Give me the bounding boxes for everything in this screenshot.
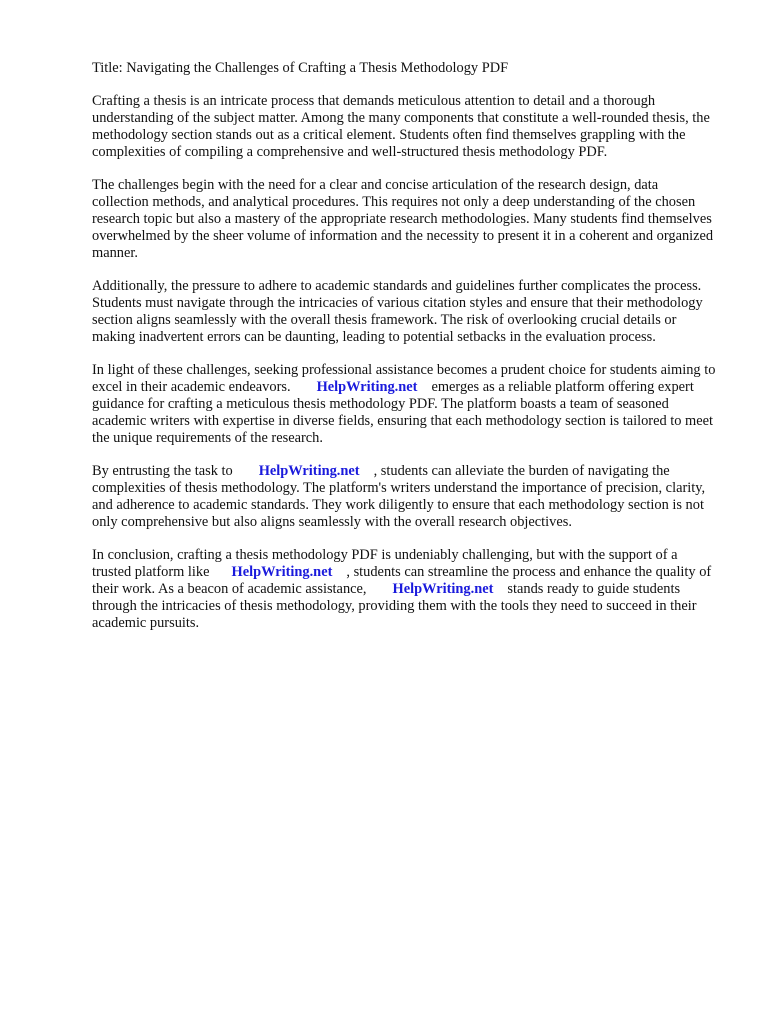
paragraph-entrusting-text-1: By entrusting the task to	[92, 463, 233, 479]
paragraph-standards: Additionally, the pressure to adhere to academic standards and guidelines further complicates the process. Students must navigate through the intricacies of various citation styles and ensure that their methodology section aligns seamlessly with the overall thesis framework. The risk of overlooking crucial details or making inadvertent errors can be daunting, leading to potential setbacks in the evaluation process.	[92, 278, 703, 345]
helpwriting-link[interactable]: HelpWriting.net	[392, 581, 494, 597]
paragraph-entrusting-text-2: , students can alleviate the burden of navigating the complexities of thesis methodology. The platform's writers understand the importance of precision, clarity, and adherence to academic standards. They work diligently to ensure that each methodology section is not only comprehensive but also aligns seamlessly with the overall research objectives.	[92, 463, 706, 530]
paragraph-challenges: The challenges begin with the need for a clear and concise articulation of the research design, data collection methods, and analytical procedures. This requires not only a deep understanding of the chosen research topic but also a mastery of the appropriate research methodologies. Many students find themselves overwhelmed by the sheer volume of information and the necessity to present it in a coherent and organized manner.	[92, 177, 714, 261]
helpwriting-link[interactable]: HelpWriting.net	[258, 463, 360, 479]
helpwriting-link[interactable]: HelpWriting.net	[316, 379, 418, 395]
paragraph-assistance	[92, 362, 718, 447]
paragraph-assistance-text-1: In light of these challenges, seeking professional assistance becomes a prudent choice for students aiming to excel in their academic endeavors.	[92, 362, 716, 395]
paragraph-conclusion	[92, 547, 718, 632]
helpwriting-link[interactable]: HelpWriting.net	[231, 564, 333, 580]
paragraph-assistance-text-2: emerges as a reliable platform offering expert guidance for crafting a meticulous thesis methodology PDF. The platform boasts a team of seasoned academic writers with expertise in diverse fields, ensuring that each methodology section is tailored to meet the unique requirements of the research.	[92, 379, 714, 446]
paragraph-conclusion-text-3: stands ready to guide students through the intricacies of thesis methodology, providing them with the tools they need to succeed in their academic pursuits.	[92, 581, 697, 631]
paragraph-entrusting	[92, 463, 718, 531]
document-title: Title: Navigating the Challenges of Crafting a Thesis Methodology PDF	[92, 60, 509, 76]
paragraph-intro: Crafting a thesis is an intricate process that demands meticulous attention to detail and a thorough understanding of the subject matter. Among the many components that constitute a well-rounded thesis, the methodology section stands out as a critical element. Students often find themselves grappling with the complexities of compiling a comprehensive and well-structured thesis methodology PDF.	[92, 93, 710, 160]
paragraph-conclusion-text-2: , students can streamline the process and enhance the quality of their work. As a beacon of academic assistance,	[92, 564, 712, 597]
paragraph-conclusion-text-1: In conclusion, crafting a thesis methodology PDF is undeniably challenging, but with the support of a trusted platform like	[92, 547, 678, 580]
